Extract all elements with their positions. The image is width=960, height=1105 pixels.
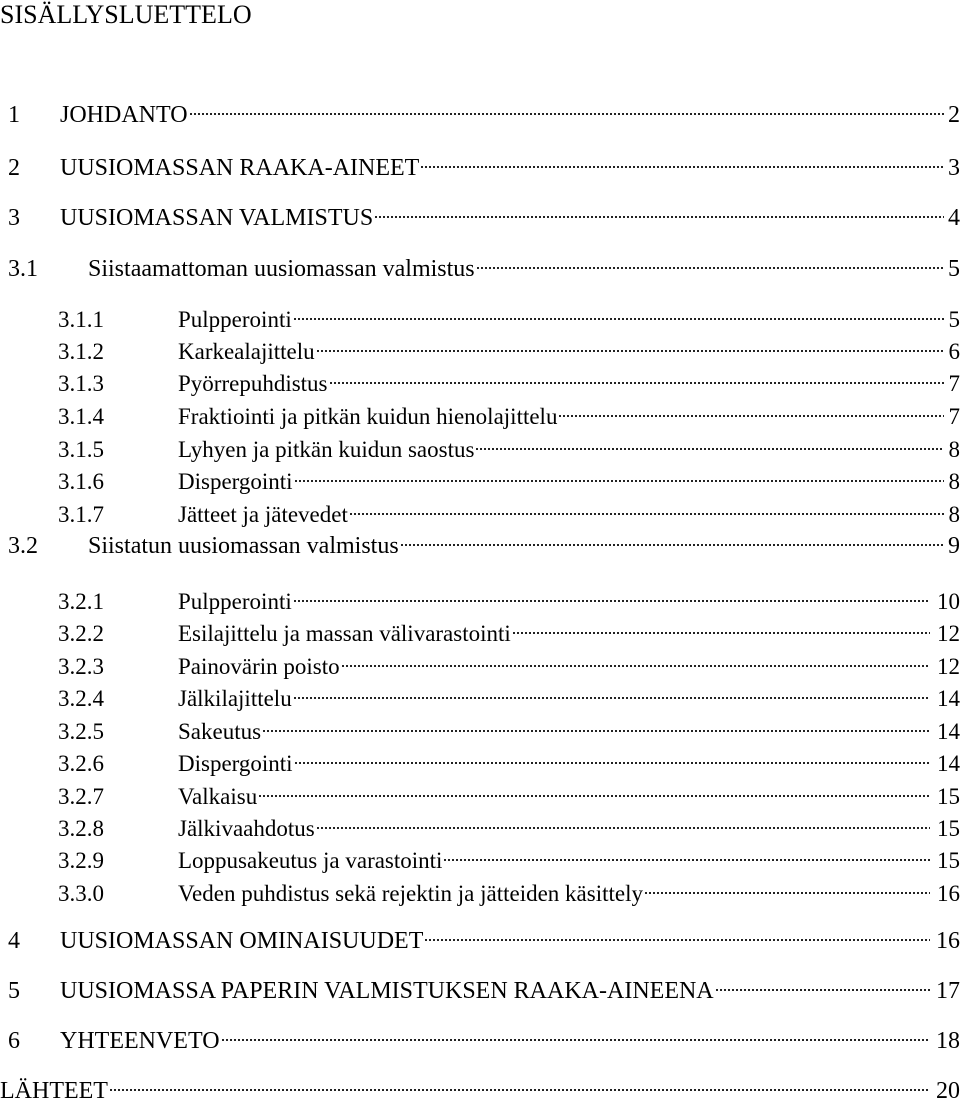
dot-leader xyxy=(329,380,945,386)
dot-leader xyxy=(294,760,930,766)
toc-entry[interactable] xyxy=(0,1077,960,1105)
toc-title: SISÄLLYSLUETTELO xyxy=(0,0,252,29)
toc-entry-body xyxy=(178,338,960,366)
toc-entry-body xyxy=(88,255,960,283)
toc-entry-number: 3.1.4 xyxy=(58,404,104,429)
toc-entry[interactable] xyxy=(0,1027,960,1055)
toc-entry[interactable] xyxy=(0,403,960,431)
toc-entry-page-number: 20 xyxy=(936,1078,960,1104)
toc-entry[interactable] xyxy=(0,685,960,713)
toc-entry-body xyxy=(178,620,960,648)
toc-entry-label: Dispergointi xyxy=(178,469,293,494)
toc-entry-page-number: 8 xyxy=(948,502,960,527)
toc-entry-body xyxy=(178,468,960,496)
toc-entry-label: Painovärin poisto xyxy=(178,654,340,679)
toc-entry-body xyxy=(178,501,960,529)
toc-entry-body xyxy=(60,101,960,129)
toc-entry-page-number: 14 xyxy=(937,751,960,776)
toc-entry-number: 3.3.0 xyxy=(58,881,104,906)
toc-entry-label: LÄHTEET xyxy=(0,1078,108,1104)
dot-leader xyxy=(476,265,944,271)
toc-entry[interactable] xyxy=(0,338,960,366)
toc-entry-page-number: 8 xyxy=(948,469,960,494)
toc-entry-number: 3.1.7 xyxy=(58,502,104,527)
toc-entry-page-number: 5 xyxy=(948,307,960,332)
toc-entry-label: YHTEENVETO xyxy=(60,1028,220,1054)
toc-entry-number: 2 xyxy=(8,155,20,181)
toc-entry-page-number: 12 xyxy=(937,621,960,646)
dot-leader xyxy=(316,348,944,354)
toc-entry-label: JOHDANTO xyxy=(60,102,188,128)
toc-entry-page-number: 4 xyxy=(948,205,960,231)
dot-leader xyxy=(221,1037,930,1043)
toc-entry-page-number: 6 xyxy=(948,339,960,364)
toc-entry-number: 3.1.6 xyxy=(58,469,104,494)
toc-entry-label: Jälkilajittelu xyxy=(178,686,292,711)
toc-entry-number: 3.2.6 xyxy=(58,751,104,776)
toc-entry-page-number: 15 xyxy=(937,816,960,841)
toc-entry-page-number: 2 xyxy=(948,102,960,128)
toc-entry[interactable] xyxy=(0,101,960,129)
toc-entry-label: Pulpperointi xyxy=(178,589,292,614)
toc-entry-page-number: 16 xyxy=(936,928,960,954)
toc-entry-label: Pyörrepuhdistus xyxy=(178,371,328,396)
toc-entry-page-number: 10 xyxy=(937,589,960,614)
dot-leader xyxy=(443,857,930,863)
toc-entry-body xyxy=(178,653,960,681)
dot-leader xyxy=(715,987,930,993)
toc-entry[interactable] xyxy=(0,154,960,182)
toc-entry-label: Lyhyen ja pitkän kuidun saostus xyxy=(178,437,475,462)
toc-entry[interactable] xyxy=(0,436,960,464)
toc-entry-body xyxy=(60,1027,960,1055)
toc-entry-number: 3.2.1 xyxy=(58,589,104,614)
toc-entry-page-number: 3 xyxy=(948,155,960,181)
toc-entry[interactable] xyxy=(0,815,960,843)
dot-leader xyxy=(341,663,930,669)
toc-entry[interactable] xyxy=(0,532,960,560)
toc-entry[interactable] xyxy=(0,370,960,398)
toc-entry-page-number: 5 xyxy=(948,256,960,282)
toc-entry[interactable] xyxy=(0,783,960,811)
toc-entry-body xyxy=(0,1077,960,1105)
toc-entry-number: 4 xyxy=(8,928,20,954)
toc-entry-page-number: 12 xyxy=(937,654,960,679)
toc-entry-number: 3.2.5 xyxy=(58,719,104,744)
toc-entry-body xyxy=(178,588,960,616)
toc-entry-label: UUSIOMASSAN VALMISTUS xyxy=(60,205,374,231)
toc-entry-label: Esilajittelu ja massan välivarastointi xyxy=(178,621,511,646)
toc-entry-body xyxy=(60,977,960,1005)
toc-entry-number: 3.2.9 xyxy=(58,848,104,873)
toc-entry-number: 3 xyxy=(8,205,20,231)
toc-entry-label: UUSIOMASSAN OMINAISUUDET xyxy=(60,928,424,954)
dot-leader xyxy=(400,542,944,548)
toc-entry-number: 5 xyxy=(8,978,20,1004)
toc-entry-body xyxy=(178,306,960,334)
dot-leader xyxy=(293,695,930,701)
dot-leader xyxy=(262,728,930,734)
toc-entry-body xyxy=(60,154,960,182)
toc-entry-body xyxy=(178,815,960,843)
toc-entry[interactable] xyxy=(0,501,960,529)
toc-entry-label: Valkaisu xyxy=(178,784,258,809)
toc-entry[interactable] xyxy=(0,255,960,283)
dot-leader xyxy=(424,937,930,943)
dot-leader xyxy=(293,598,930,604)
toc-entry-page-number: 17 xyxy=(936,978,960,1004)
toc-entry-body xyxy=(60,927,960,955)
toc-entry-body xyxy=(178,880,960,908)
toc-entry-number: 1 xyxy=(8,102,20,128)
toc-entry-body xyxy=(88,532,960,560)
toc-entry-label: Dispergointi xyxy=(178,751,293,776)
toc-entry-label: Karkealajittelu xyxy=(178,339,315,364)
toc-entry[interactable] xyxy=(0,718,960,746)
toc-entry-body xyxy=(178,847,960,875)
toc-entry-label: Pulpperointi xyxy=(178,307,292,332)
dot-leader xyxy=(109,1087,930,1093)
toc-entry-page-number: 15 xyxy=(937,848,960,873)
dot-leader xyxy=(258,793,930,799)
toc-entry[interactable] xyxy=(0,847,960,875)
toc-entry-label: Veden puhdistus sekä rejektin ja jätteiden käsittely xyxy=(178,881,643,906)
toc-entry-body xyxy=(178,718,960,746)
toc-entry[interactable] xyxy=(0,750,960,778)
toc-entry-number: 3.2.4 xyxy=(58,686,104,711)
dot-leader xyxy=(644,890,930,896)
dot-leader xyxy=(294,478,944,484)
toc-entry-number: 3.1.1 xyxy=(58,307,104,332)
toc-entry-label: Fraktiointi ja pitkän kuidun hienolajittelu xyxy=(178,404,558,429)
toc-entry-label: Loppusakeutus ja varastointi xyxy=(178,848,443,873)
dot-leader xyxy=(420,164,944,170)
dot-leader xyxy=(316,825,930,831)
toc-entry[interactable] xyxy=(0,204,960,232)
toc-entry-page-number: 7 xyxy=(948,371,960,396)
toc-entry[interactable] xyxy=(0,977,960,1005)
toc-entry[interactable] xyxy=(0,588,960,616)
dot-leader xyxy=(293,316,944,322)
toc-entry-label: Siistaamattoman uusiomassan valmistus xyxy=(88,256,475,282)
toc-entry-label: Jätteet ja jätevedet xyxy=(178,502,348,527)
dot-leader xyxy=(512,630,930,636)
toc-entry-label: UUSIOMASSA PAPERIN VALMISTUKSEN RAAKA-AINEENA xyxy=(60,978,714,1004)
dot-leader xyxy=(475,446,944,452)
toc-entry-label: Siistatun uusiomassan valmistus xyxy=(88,533,399,559)
toc-entry-body xyxy=(178,436,960,464)
dot-leader xyxy=(558,413,944,419)
toc-entry-body xyxy=(178,685,960,713)
toc-entry[interactable] xyxy=(0,306,960,334)
toc-entry[interactable] xyxy=(0,927,960,955)
toc-entry[interactable] xyxy=(0,468,960,496)
toc-entry-number: 3.2 xyxy=(8,533,38,559)
toc-entry-label: Jälkivaahdotus xyxy=(178,816,315,841)
toc-entry-number: 3.2.3 xyxy=(58,654,104,679)
toc-entry-number: 3.1.2 xyxy=(58,339,104,364)
toc-entry-number: 6 xyxy=(8,1028,20,1054)
toc-entry-number: 3.2.2 xyxy=(58,621,104,646)
dot-leader xyxy=(349,511,944,517)
toc-entry-page-number: 15 xyxy=(937,784,960,809)
toc-entry[interactable] xyxy=(0,653,960,681)
toc-entry-body xyxy=(178,403,960,431)
toc-entry-number: 3.1.5 xyxy=(58,437,104,462)
toc-entry-page-number: 14 xyxy=(937,719,960,744)
toc-entry-label: UUSIOMASSAN RAAKA-AINEET xyxy=(60,155,420,181)
toc-entry[interactable] xyxy=(0,880,960,908)
toc-entry-page-number: 14 xyxy=(937,686,960,711)
toc-entry-page-number: 7 xyxy=(948,404,960,429)
toc-entry-number: 3.2.8 xyxy=(58,816,104,841)
toc-entry-body xyxy=(178,370,960,398)
dot-leader xyxy=(374,214,944,220)
toc-entry-number: 3.2.7 xyxy=(58,784,104,809)
toc-entry-body xyxy=(178,783,960,811)
toc-entry-number: 3.1.3 xyxy=(58,371,104,396)
toc-entry-body xyxy=(60,204,960,232)
toc-entry-number: 3.1 xyxy=(8,256,38,282)
toc-entry-page-number: 18 xyxy=(936,1028,960,1054)
toc-entry-page-number: 9 xyxy=(948,533,960,559)
toc-entry-label: Sakeutus xyxy=(178,719,262,744)
toc-entry-page-number: 16 xyxy=(937,881,960,906)
toc-entry-body xyxy=(178,750,960,778)
toc-entry-page-number: 8 xyxy=(948,437,960,462)
toc-entry[interactable] xyxy=(0,620,960,648)
dot-leader xyxy=(189,111,944,117)
